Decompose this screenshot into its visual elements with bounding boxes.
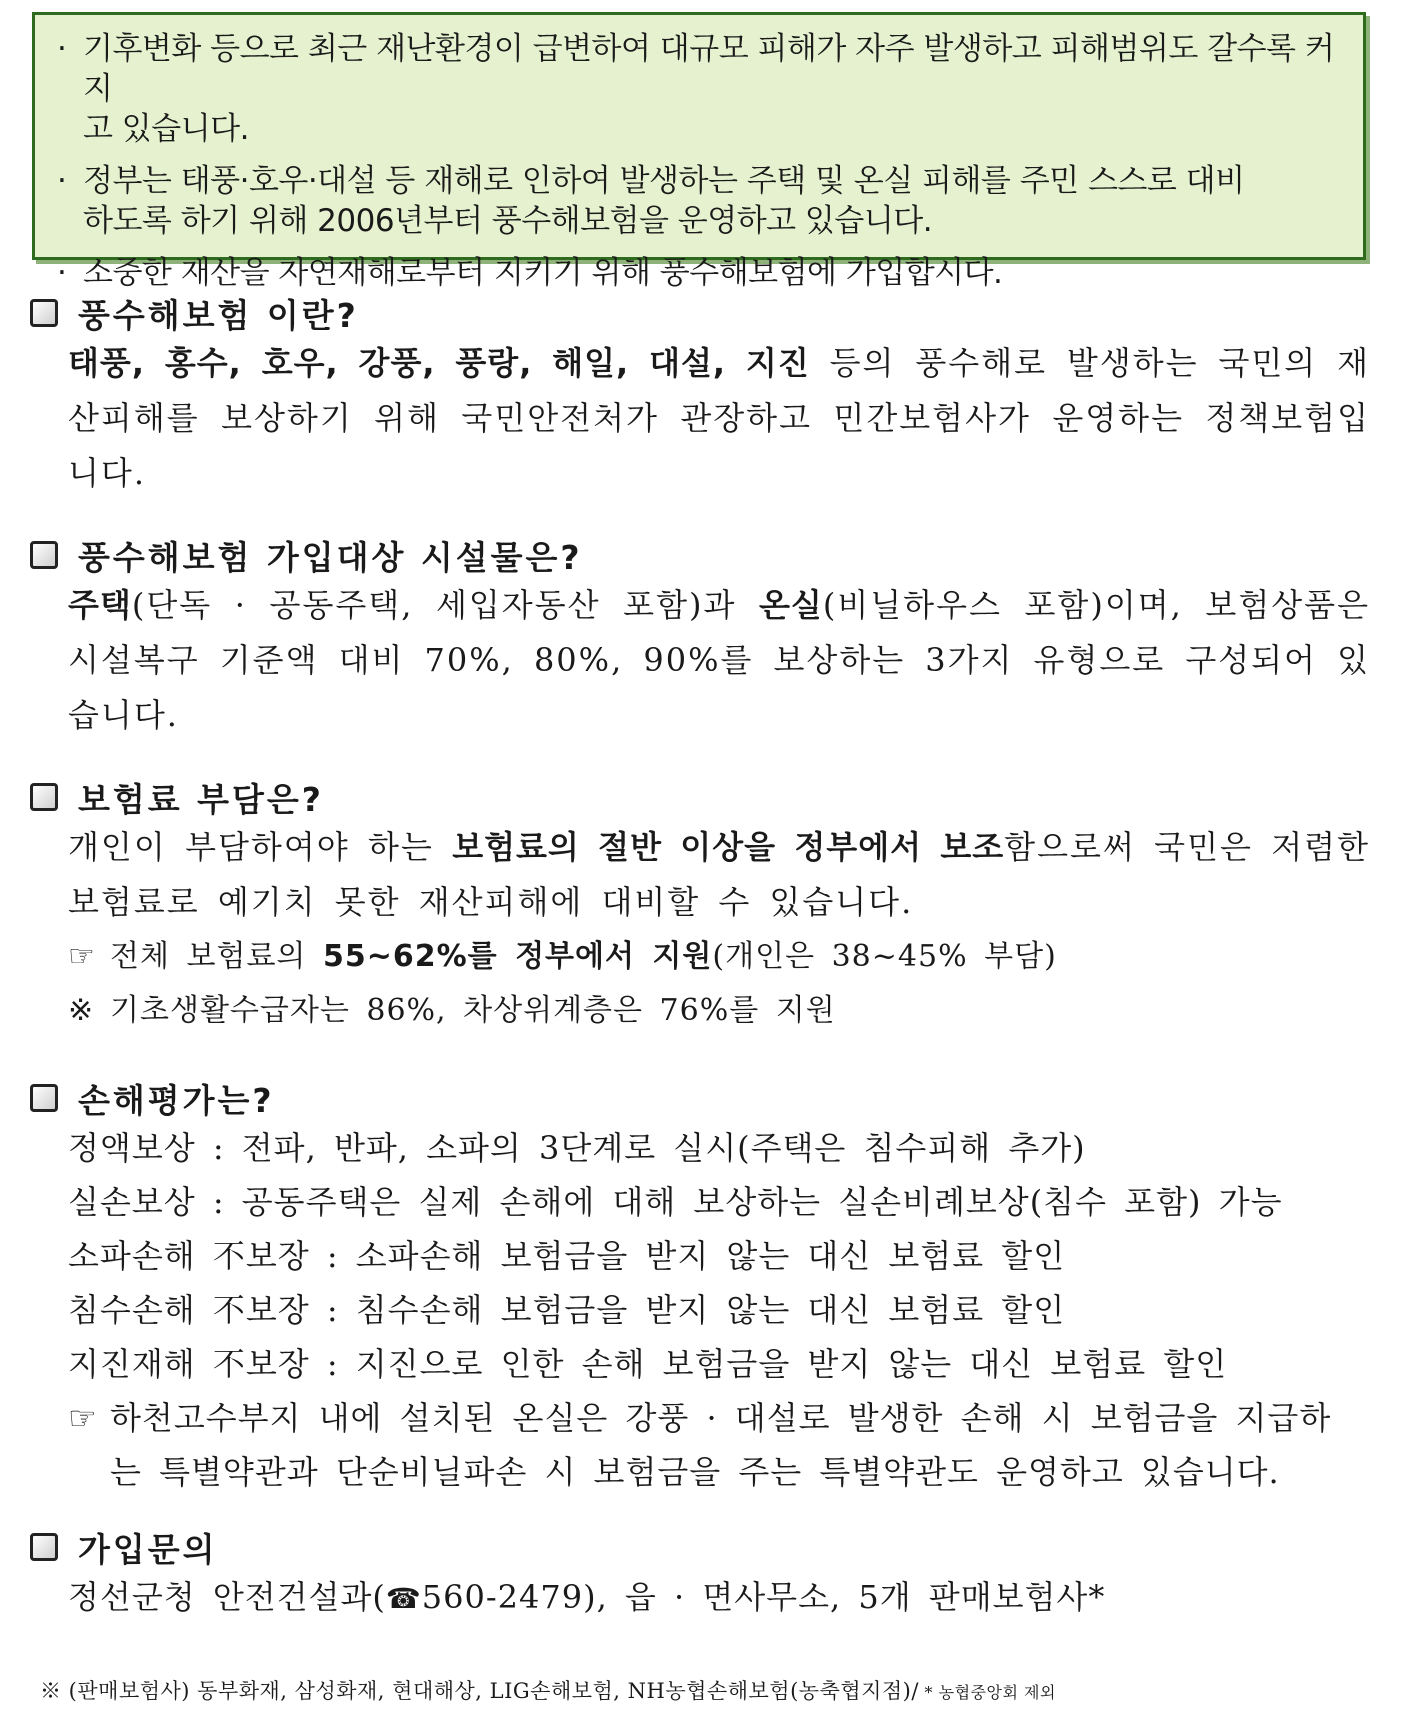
intro-box	[32, 12, 1366, 291]
bullet-dot: ·	[57, 163, 67, 199]
section-what	[30, 290, 1370, 501]
assessment-row: 실손보상 : 공동주택은 실제 손해에 대해 보상하는 실손비례보상(침수 포함) 가능	[68, 1183, 1283, 1221]
inquiry-phone: 560-2479), 읍 · 면사무소, 5개 판매보험사*	[421, 1578, 1106, 1616]
section-heading	[30, 290, 1370, 336]
body-text-2: 함으로써 국민은 저렴한 보험료로 예기치 못한 재산피해에 대비할 수 있습니다.	[68, 828, 1371, 921]
heading-text: 가입문의	[78, 1529, 218, 1569]
section-heading	[30, 1075, 1370, 1121]
note-text-2: 는 특별약관과 단순비닐파손 시 보험금을 주는 특별약관도 운영하고 있습니다.	[110, 1453, 1280, 1491]
bold-subsidy: 보험료의 절반 이상을 정부에서 보조	[452, 828, 1005, 866]
bold-lead: 태풍, 홍수, 호우, 강풍, 풍랑, 해일, 대설, 지진	[68, 344, 810, 382]
note-special	[30, 984, 1370, 1038]
assessment-row: 정액보상 : 전파, 반파, 소파의 3단계로 실시(주택은 침수피해 추가)	[68, 1129, 1086, 1167]
footnote-small: * 농협중앙회 제외	[918, 1683, 1056, 1702]
intro-line-1	[57, 29, 1341, 149]
heading-text: 보험료 부담은?	[78, 779, 324, 819]
inquiry-pre: 정선군청 안전건설과(	[68, 1578, 386, 1616]
inquiry-contact	[30, 1570, 1370, 1626]
bullet-dot: ·	[57, 255, 67, 291]
note-post: (개인은 38~45% 부담)	[712, 939, 1057, 974]
body-text-1: (단독 · 공동주택, 세입자동산 포함)과	[131, 586, 760, 624]
section-body	[30, 578, 1370, 743]
section-inquiry	[30, 1524, 1370, 1626]
bold-house: 주택	[68, 586, 132, 624]
pointing-hand-icon: ☞	[68, 1399, 98, 1437]
note-pre: 전체 보험료의	[110, 939, 323, 974]
checkbox-icon	[30, 1533, 58, 1561]
checkbox-icon	[30, 1084, 58, 1112]
section-assessment	[30, 1075, 1370, 1499]
intro-line-3-text: 소중한 재산을 자연재해로부터 지키기 위해 풍수해보험에 가입합시다.	[83, 255, 1003, 291]
note-text-1: 하천고수부지 내에 설치된 온실은 강풍 · 대설로 발생한 손해 시 보험금을 지급하	[110, 1399, 1332, 1437]
section-body	[30, 336, 1370, 501]
phone-icon: ☎	[385, 1582, 422, 1615]
note-bold: 55~62%를 정부에서 지원	[322, 939, 713, 974]
heading-text: 풍수해보험 이란?	[78, 295, 359, 335]
footnote	[40, 1675, 1056, 1705]
intro-line-3	[57, 253, 1341, 293]
footnote-main: ※ (판매보험사) 동부화재, 삼성화재, 현대해상, LIG손해보험, NH농협손해보험(농축협지점)/	[40, 1679, 919, 1703]
checkbox-icon	[30, 299, 58, 327]
bold-greenhouse: 온실	[759, 586, 823, 624]
bullet-dot: ·	[57, 31, 67, 67]
section-target	[30, 532, 1370, 743]
pointing-hand-icon: ☞	[68, 939, 96, 974]
heading-text: 풍수해보험 가입대상 시설물은?	[78, 537, 583, 577]
assessment-row: 소파손해 不보장 : 소파손해 보험금을 받지 않는 대신 보험료 할인	[68, 1237, 1066, 1275]
assessment-note-line-1	[30, 1391, 1370, 1445]
section-heading	[30, 1524, 1370, 1570]
section-heading	[30, 774, 1370, 820]
body-text: 등의 풍수해로 발생하는 국민의 재산피해를 보상하기 위해 국민안전처가 관장하고 민간보험사가 운영하는 정책보험입니다.	[68, 344, 1370, 492]
body-text-2: (비닐하우스 포함)이며, 보험상품은 시설복구 기준액 대비 70%, 80%, 90%를 보상하는 3가지 유형으로 구성되어 있습니다.	[68, 586, 1370, 734]
checkbox-icon	[30, 783, 58, 811]
body-text-1: 개인이 부담하여야 하는	[68, 828, 453, 866]
intro-line-2-text: 정부는 태풍·호우·대설 등 재해로 인하여 발생하는 주택 및 온실 피해를 주민 스스로 대비	[83, 163, 1245, 199]
section-heading	[30, 532, 1370, 578]
intro-line-2	[57, 161, 1341, 241]
assessment-row: 침수손해 不보장 : 침수손해 보험금을 받지 않는 대신 보험료 할인	[68, 1291, 1066, 1329]
note-text: 기초생활수급자는 86%, 차상위계층은 76%를 지원	[110, 993, 836, 1028]
checkbox-icon	[30, 541, 58, 569]
intro-line-1-text: 기후변화 등으로 최근 재난환경이 급변하여 대규모 피해가 자주 발생하고 피해범위도 갈수록 커지	[83, 31, 1335, 107]
heading-text: 손해평가는?	[78, 1080, 275, 1120]
intro-line-2-cont: 하도록 하기 위해 2006년부터 풍수해보험을 운영하고 있습니다.	[83, 203, 933, 239]
intro-line-1-cont: 고 있습니다.	[83, 111, 249, 147]
section-premium	[30, 774, 1370, 1038]
note-subsidy	[30, 930, 1370, 984]
reference-mark-icon: ※	[68, 993, 95, 1028]
assessment-row: 지진재해 不보장 : 지진으로 인한 손해 보험금을 받지 않는 대신 보험료 할인	[68, 1345, 1228, 1383]
section-body	[30, 820, 1370, 930]
assessment-note-line-2	[30, 1445, 1370, 1499]
